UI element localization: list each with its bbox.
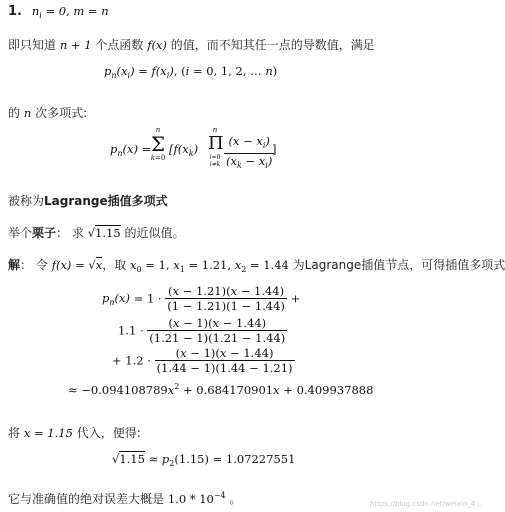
example-line bbox=[8, 224, 185, 241]
expansion-t2-den: (1.21 − 1)(1.21 − 1.44) bbox=[149, 331, 286, 345]
solution-colon: ： bbox=[20, 258, 33, 272]
error-value: $1.0 * 10^{-4}$ bbox=[167, 491, 226, 506]
example-ask: 求 bbox=[71, 226, 84, 240]
expansion-result: ≈ $-0.094108789x^2 + 0.684170901x + 0.409937888$ bbox=[68, 382, 374, 397]
expansion-t3-den: (1.44 − 1)(1.44 − 1.21) bbox=[156, 361, 293, 375]
intro-text-before: 即只知道 bbox=[8, 38, 57, 52]
poly-intro-suffix: 次多项式: bbox=[35, 106, 88, 120]
poly-intro bbox=[8, 104, 87, 121]
item-heading bbox=[8, 4, 109, 20]
expansion-term-3: + 1.2 · $\frac{(x - 1)(x - 1.44)}{(1.44 - 1)(1.44 - 1.21)}$ bbox=[112, 346, 293, 375]
watermark-text: https://blog.csdn.net/weixin_4... bbox=[370, 500, 483, 508]
substitute-suffix: 代入，便得: bbox=[76, 426, 141, 440]
called-name: Lagrange插值多项式 bbox=[44, 194, 168, 208]
example-colon: ： bbox=[56, 226, 69, 240]
intro-math-count: n + 1 bbox=[59, 38, 92, 52]
approx-result: $√1.15 \approx p_2(1.15) = 1.07227551$ bbox=[112, 452, 296, 468]
intro-paragraph bbox=[8, 36, 375, 53]
error-line bbox=[8, 490, 241, 507]
called-prefix: 被称为 bbox=[8, 194, 45, 208]
item-number: 1. bbox=[8, 4, 22, 19]
solution-let: 令 bbox=[35, 258, 48, 272]
solution-line bbox=[8, 256, 505, 274]
intro-math-f: f(x) bbox=[147, 38, 167, 52]
expansion-term-2: 1.1 · $\frac{(x - 1)(x - 1.44)}{(1.21 - 1)(1.21 - 1.44)}$ bbox=[118, 316, 286, 345]
error-suffix: 。 bbox=[229, 492, 242, 506]
interp-condition: $p_n(x_i) = f(x_i)$, (i = 0, 1, 2, … n) bbox=[104, 64, 278, 80]
solution-comma: ，取 bbox=[102, 258, 127, 272]
solution-label: 解 bbox=[8, 258, 21, 272]
solution-fdef: f(x) = √x bbox=[51, 258, 103, 272]
example-radicand: 1.15 bbox=[95, 226, 121, 240]
error-prefix: 它与准确值的绝对误差大概是 bbox=[8, 492, 165, 506]
solution-after: 为Lagrange插值节点，可得插值多项式 bbox=[292, 258, 505, 272]
expansion-term-1: $p_n(x) = 1$ · $\frac{(x - 1.21)(x - 1.44)}{(1 - 1.21)(1 - 1.44)}$ + bbox=[102, 284, 301, 313]
solution-nodes: $x_0 = 1$, $x_1 = 1.21$, $x_2 = 1.44$ bbox=[130, 258, 289, 274]
expansion-t3-coef: + 1.2 · bbox=[112, 353, 151, 368]
heading-condition: $n_i = 0$, m = n bbox=[31, 4, 109, 20]
intro-text-after: 的值，而不知其任一点的导数值，满足 bbox=[170, 38, 375, 52]
example-sqrt: √1.15 bbox=[87, 226, 121, 240]
called-line bbox=[8, 192, 168, 209]
example-prefix: 举个 bbox=[8, 226, 33, 240]
intro-text-mid: 个点函数 bbox=[95, 38, 144, 52]
example-label: 栗子 bbox=[32, 226, 57, 240]
substitute-value: x = 1.15 bbox=[23, 426, 73, 440]
expansion-t2-coef: 1.1 · bbox=[118, 323, 144, 338]
poly-intro-var: n bbox=[23, 106, 32, 120]
poly-intro-prefix: 的 bbox=[8, 106, 21, 120]
substitute-prefix: 将 bbox=[8, 426, 21, 440]
substitute-line bbox=[8, 424, 141, 441]
example-suffix: 的近似值。 bbox=[124, 226, 185, 240]
